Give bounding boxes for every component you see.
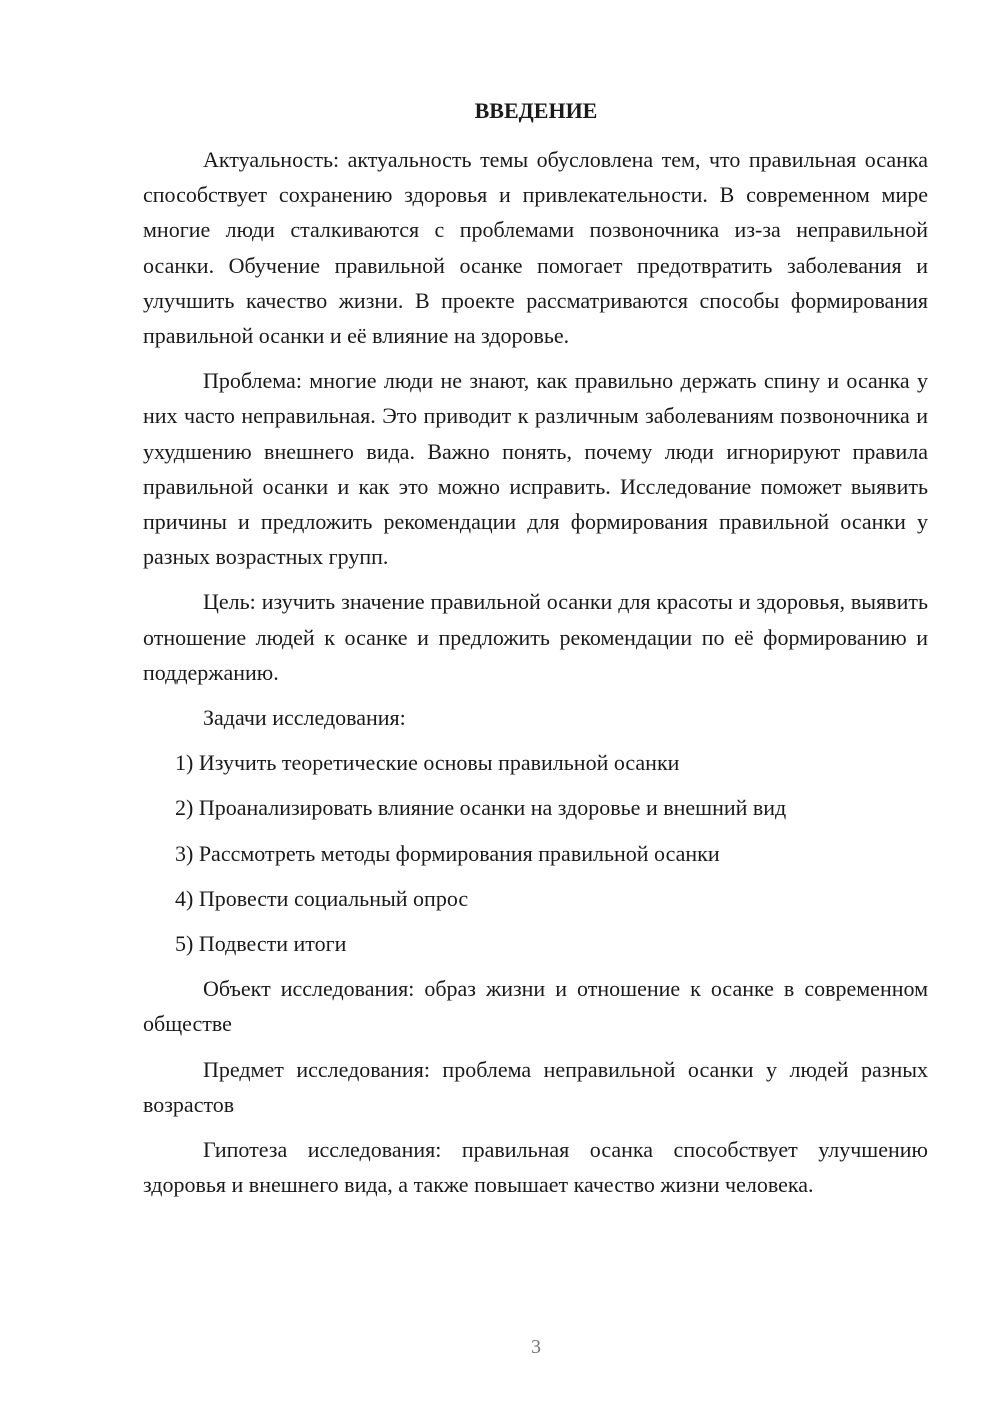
tasks-list xyxy=(143,745,928,961)
paragraph-goal: Цель: изучить значение правильной осанки для красоты и здоровья, выявить отношение людей к осанке и предложить рекомендации по её формированию и поддержанию. xyxy=(143,589,928,685)
paragraph-problem: Проблема: многие люди не знают, как правильно держать спину и осанка у них часто неправильная. Это приводит к различным заболеваниям позвоночника и ухудшению внешнего вида. Важно понять, почему люди игнорируют правила правильной осанки и как это можно исправить. Исследование поможет выявить причины и предложить рекомендации для формирования правильной осанки у разных возрастных групп. xyxy=(143,368,928,570)
list-item: 5) Подвести итоги xyxy=(175,931,347,957)
list-item: 4) Провести социальный опрос xyxy=(175,885,469,911)
list-item: 1) Изучить теоретические основы правильной осанки xyxy=(175,750,680,776)
section-heading: ВВЕДЕНИЕ xyxy=(474,98,598,123)
page-number: 3 xyxy=(531,1336,541,1358)
paragraph-object: Объект исследования: образ жизни и отношение к осанке в современном обществе xyxy=(143,976,928,1037)
body-text xyxy=(143,142,928,1212)
list-item: 3) Рассмотреть методы формирования правильной осанки xyxy=(175,840,720,866)
tasks-title: Задачи исследования: xyxy=(203,705,406,731)
list-item: 2) Проанализировать влияние осанки на здоровье и внешний вид xyxy=(175,795,787,821)
paragraph-subject: Предмет исследования: проблема неправильной осанки у людей разных возрастов xyxy=(143,1056,928,1117)
paragraph-relevance: Актуальность: актуальность темы обусловлена тем, что правильная осанка способствует сохранению здоровья и привлекательности. В современном мире многие люди сталкиваются с проблемами позвоночника из-за неправильной осанки. Обучение правильной осанке помогает предотвратить заболевания и улучшить качество жизни. В проекте рассматриваются способы формирования правильной осанки и её влияние на здоровье. xyxy=(143,147,928,349)
paragraph-hypothesis: Гипотеза исследования: правильная осанка способствует улучшению здоровья и внешнего вида, а также повышает качество жизни человека. xyxy=(143,1137,928,1198)
